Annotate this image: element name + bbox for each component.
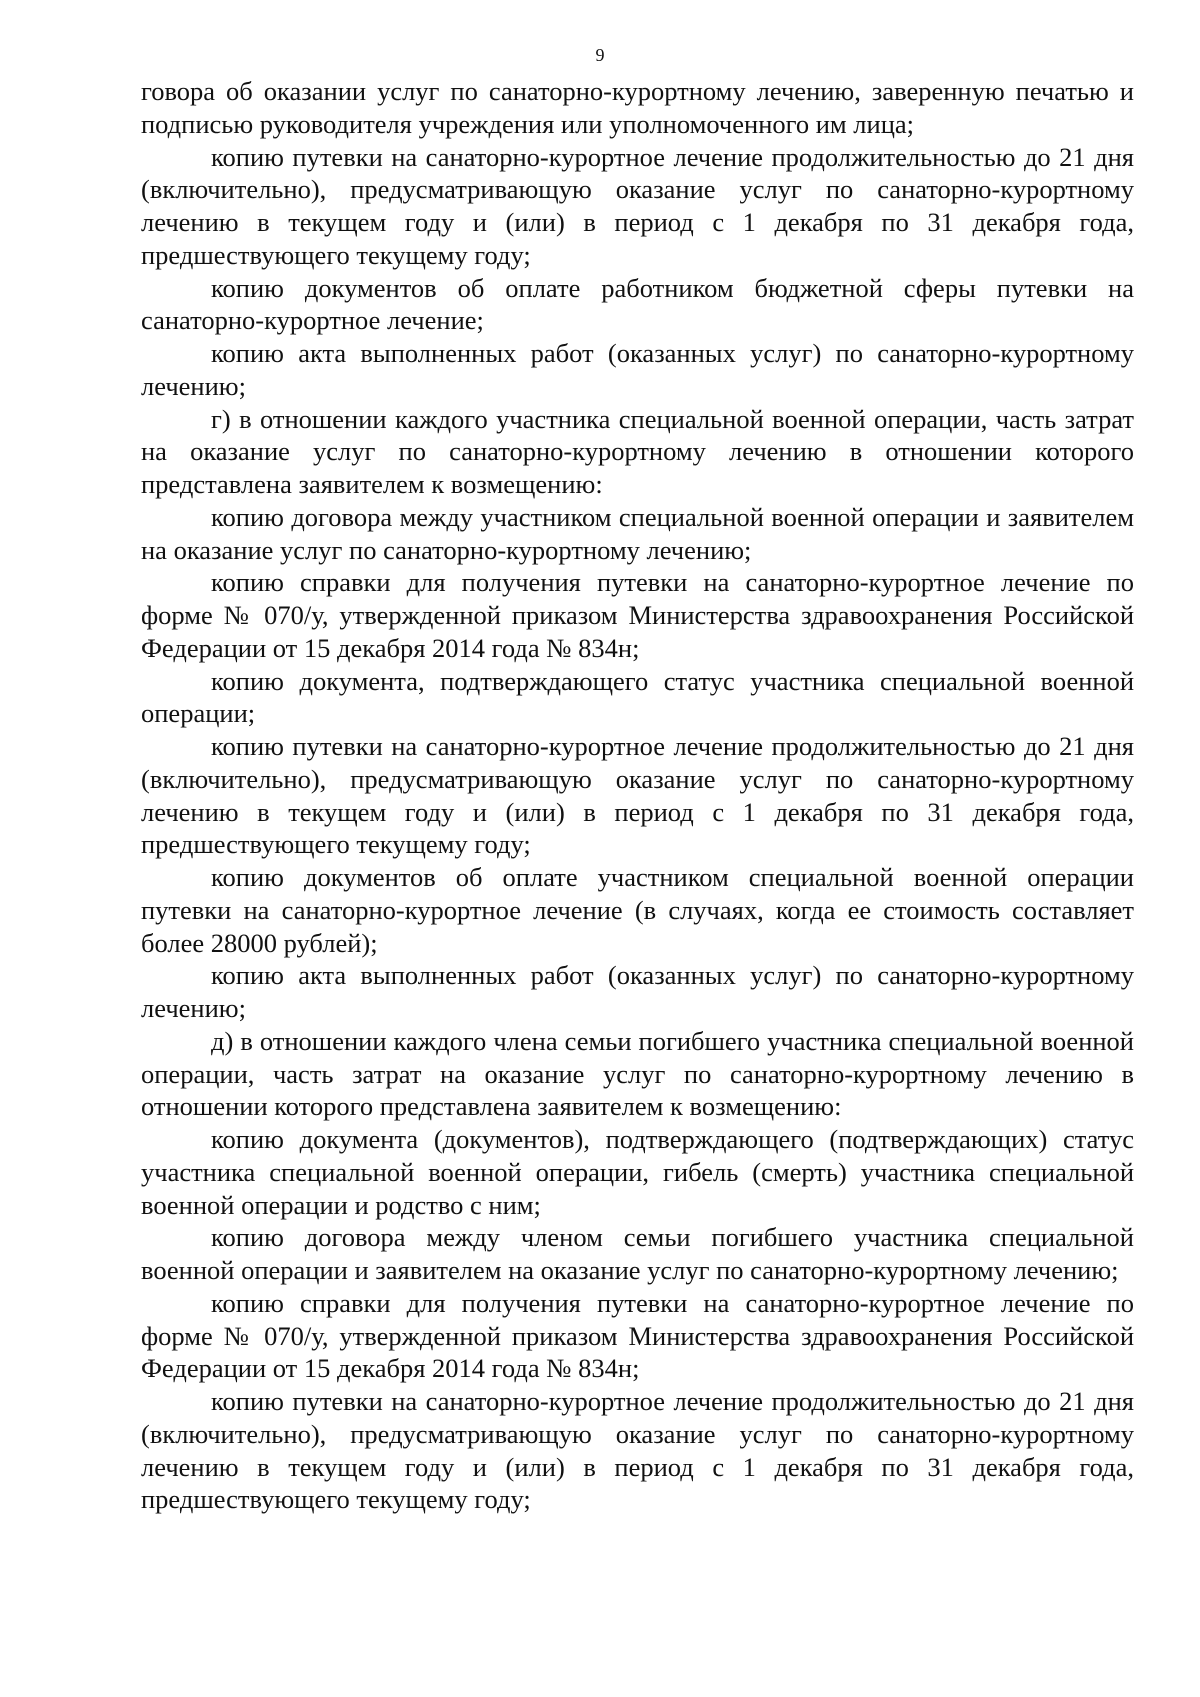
document-body (141, 75, 1134, 1516)
paragraph-contract-copy: копию договора между членом семьи погибшего участника специальной военной операции и заявителем на оказание услуг по санаторно-курортному лечению; (141, 1222, 1134, 1285)
page-number: 9 (595, 45, 605, 65)
paragraph-work-act: копию акта выполненных работ (оказанных услуг) по санаторно-курортному лечению; (141, 960, 1134, 1023)
paragraph-voucher-copy: копию путевки на санаторно-курортное лечение продолжительностью до 21 дня (включительно), предусматривающую оказание услуг по санаторно-курортному лечению в текущем году и (или) в период с 1 декабря по 31 декабря года, предшествующего текущему году; (141, 731, 1134, 860)
paragraph-certificate-copy: копию справки для получения путевки на санаторно-курортное лечение по форме № 070/у, утвержденной приказом Министерства здравоохранения Российской Федерации от 15 декабря 2014 года № 834н; (141, 1287, 1134, 1384)
paragraph-certificate-copy: копию справки для получения путевки на санаторно-курортное лечение по форме № 070/у, утвержденной приказом Министерства здравоохранения Российской Федерации от 15 декабря 2014 года № 834н; (141, 567, 1134, 663)
paragraph-voucher-copy: копию путевки на санаторно-курортное лечение продолжительностью до 21 дня (включительно), предусматривающую оказание услуг по санаторно-курортному лечению в текущем году и (или) в период с 1 декабря по 31 декабря года, предшествующего текущему году; (141, 1386, 1134, 1515)
paragraph-continuation: говора об оказании услуг по санаторно-курортному лечению, заверенную печатью и подписью руководителя учреждения или уполномоченного им лица; (141, 76, 1134, 139)
paragraph-voucher-copy: копию путевки на санаторно-курортное лечение продолжительностью до 21 дня (включительно), предусматривающую оказание услуг по санаторно-курортному лечению в текущем году и (или) в период с 1 декабря по 31 декабря года, предшествующего текущему году; (141, 141, 1134, 270)
paragraph-item-d: д) в отношении каждого члена семьи погибшего участника специальной военной операции, часть затрат на оказание услуг по санаторно-курортному лечению в отношении которого представлена заявителем к возмещению: (141, 1025, 1134, 1122)
paragraph-status-death-doc: копию документа (документов), подтверждающего (подтверждающих) статус участника специальной военной операции, гибель (смерть) участника специальной военной операции и родство с ним; (141, 1124, 1134, 1220)
paragraph-item-g: г) в отношении каждого участника специальной военной операции, часть затрат на оказание услуг по санаторно-курортному лечению в отношении которого представлена заявителем к возмещению: (141, 403, 1134, 499)
paragraph-payment-docs: копию документов об оплате участником специальной военной операции путевки на санаторно-курортное лечение (в случаях, когда ее стоимость составляет более 28000 рублей); (141, 862, 1134, 958)
paragraph-status-doc: копию документа, подтверждающего статус участника специальной военной операции; (141, 665, 1134, 729)
paragraph-work-act: копию акта выполненных работ (оказанных услуг) по санаторно-курортному лечению; (141, 338, 1134, 401)
paragraph-payment-docs: копию документов об оплате работником бюджетной сферы путевки на санаторно-курортное лечение; (141, 272, 1134, 336)
paragraph-contract-copy: копию договора между участником специальной военной операции и заявителем на оказание услуг по санаторно-курортному лечению; (141, 501, 1134, 565)
